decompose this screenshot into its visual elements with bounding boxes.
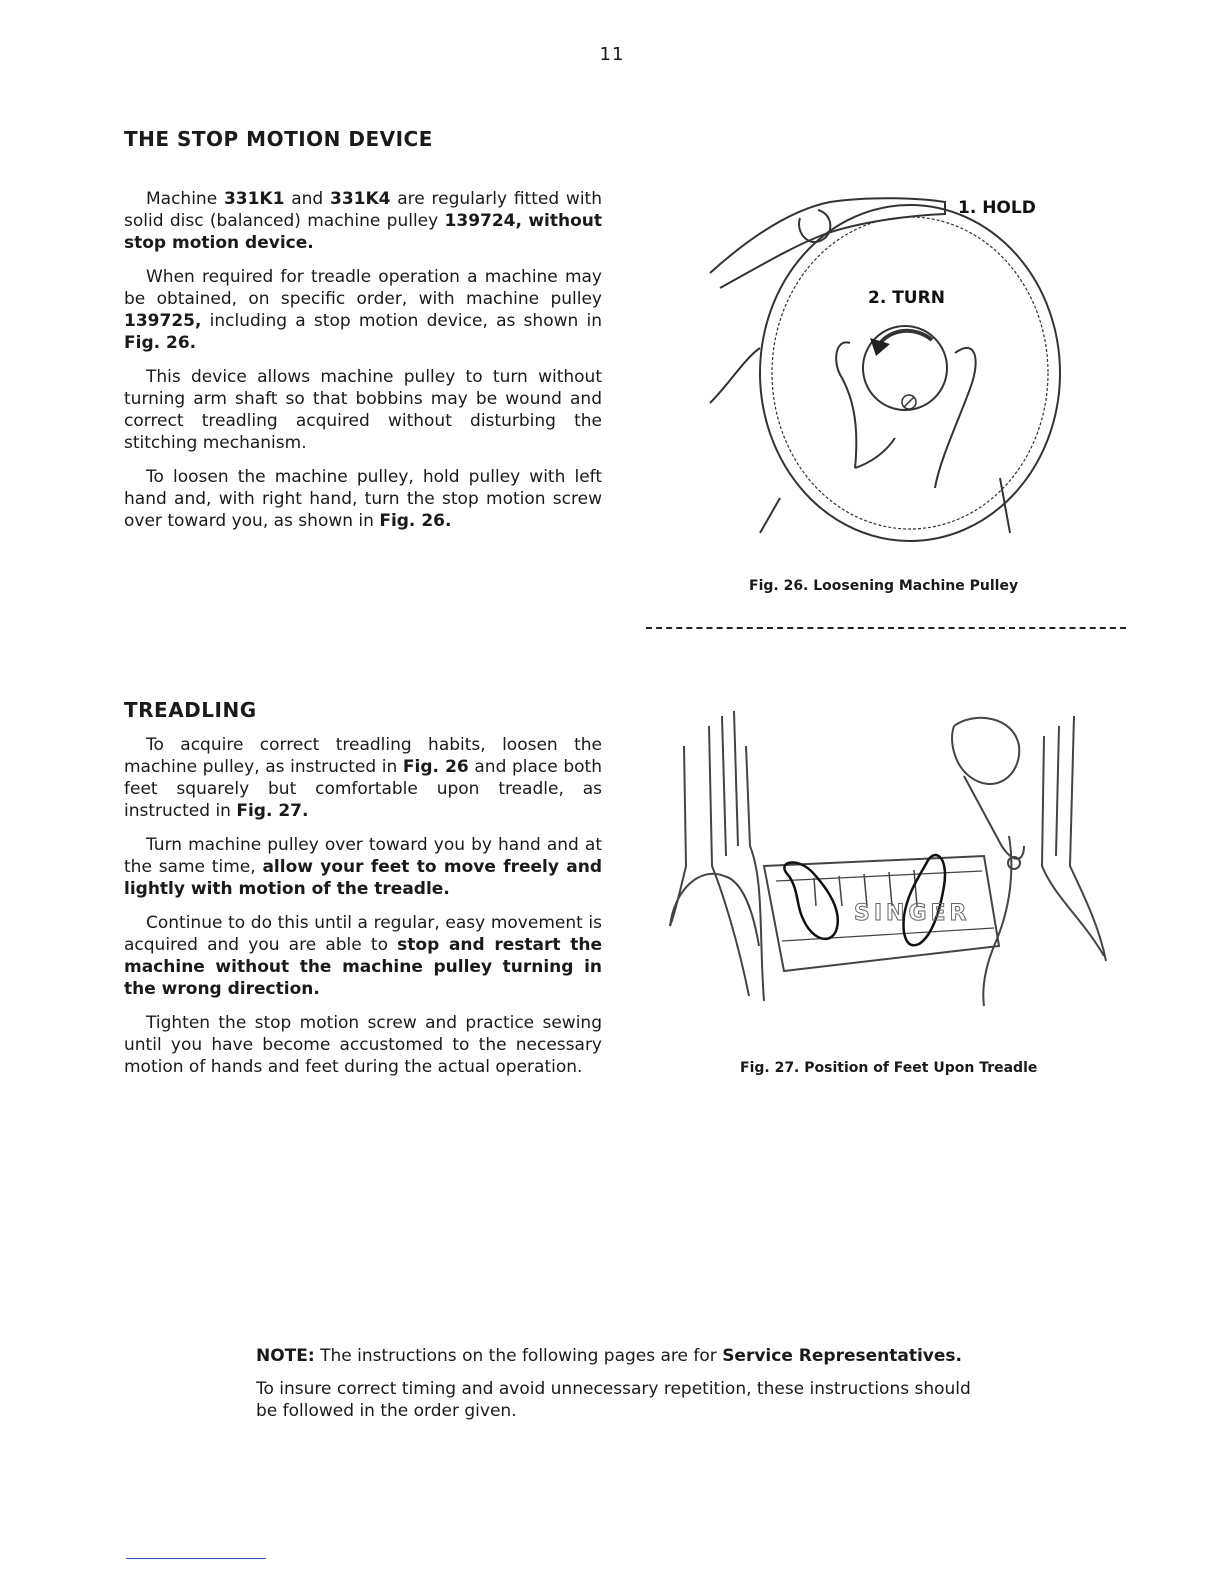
note-block — [256, 1345, 996, 1422]
left-foot — [784, 862, 837, 938]
section-heading-stop-motion: THE STOP MOTION DEVICE — [124, 127, 433, 151]
label-turn: 2. TURN — [868, 288, 945, 308]
treadling-paragraph-1: To acquire correct treadling habits, loosen the machine pulley, as instructed in Fig. 26 and place both feet squarely but comfortable upon treadle, as instructed in Fig. 27. — [124, 735, 602, 821]
footer-rule — [126, 1558, 266, 1559]
pulley-inner-rim — [772, 217, 1048, 529]
treadling-paragraph-4: Tighten the stop motion screw and practice sewing until you have become accustomed to the necessary motion of hands and feet during the actual operation. — [124, 1013, 602, 1077]
stop-motion-paragraph-4: To loosen the machine pulley, hold pulley with left hand and, with right hand, turn the stop motion screw over toward you, as shown in Fig. 26. — [124, 467, 602, 531]
stop-motion-text — [124, 188, 602, 532]
treadling-paragraph-2: Turn machine pulley over toward you by hand and at the same time, allow your feet to move freely and lightly with motion of the treadle. — [124, 835, 603, 899]
fig27-caption: Fig. 27. Position of Feet Upon Treadle — [740, 1060, 1038, 1076]
left-hand — [710, 198, 945, 288]
section-divider — [646, 627, 1126, 629]
fig26-caption: Fig. 26. Loosening Machine Pulley — [749, 578, 1019, 594]
note-line-1: NOTE: The instructions on the following pages are for Service Representatives. — [256, 1346, 962, 1366]
stop-motion-paragraph-3: This device allows machine pulley to turn without turning arm shaft so that bobbins may be wound and correct treadling acquired without disturbing the stitching mechanism. — [124, 367, 602, 453]
treadling-text — [124, 734, 602, 1078]
section-heading-treadling: TREADLING — [124, 698, 257, 722]
pulley-hub — [863, 326, 947, 410]
stop-motion-paragraph-2: When required for treadle operation a machine may be obtained, on specific order, with machine pulley 139725, including a stop motion device, as shown in Fig. 26. — [124, 267, 602, 353]
fig27-treadle-illustration — [664, 706, 1110, 1012]
flywheel — [952, 718, 1019, 784]
page-number: 11 — [599, 44, 625, 65]
note-line-2: To insure correct timing and avoid unnecessary repetition, these instructions should be followed in the order given. — [256, 1379, 971, 1421]
label-hold: 1. HOLD — [958, 198, 1036, 218]
right-hand — [836, 342, 856, 468]
stop-motion-paragraph-1: Machine 331K1 and 331K4 are regularly fitted with solid disc (balanced) machine pulley 139724, without stop motion device. — [124, 189, 602, 253]
treadle-brand-text: SINGER — [854, 901, 971, 926]
pulley-rim — [760, 205, 1060, 541]
treadling-paragraph-3: Continue to do this until a regular, easy movement is acquired and you are able to stop and restart the machine without the machine pulley turning in the wrong direction. — [124, 913, 602, 999]
fig26-pulley-illustration — [700, 188, 1080, 550]
